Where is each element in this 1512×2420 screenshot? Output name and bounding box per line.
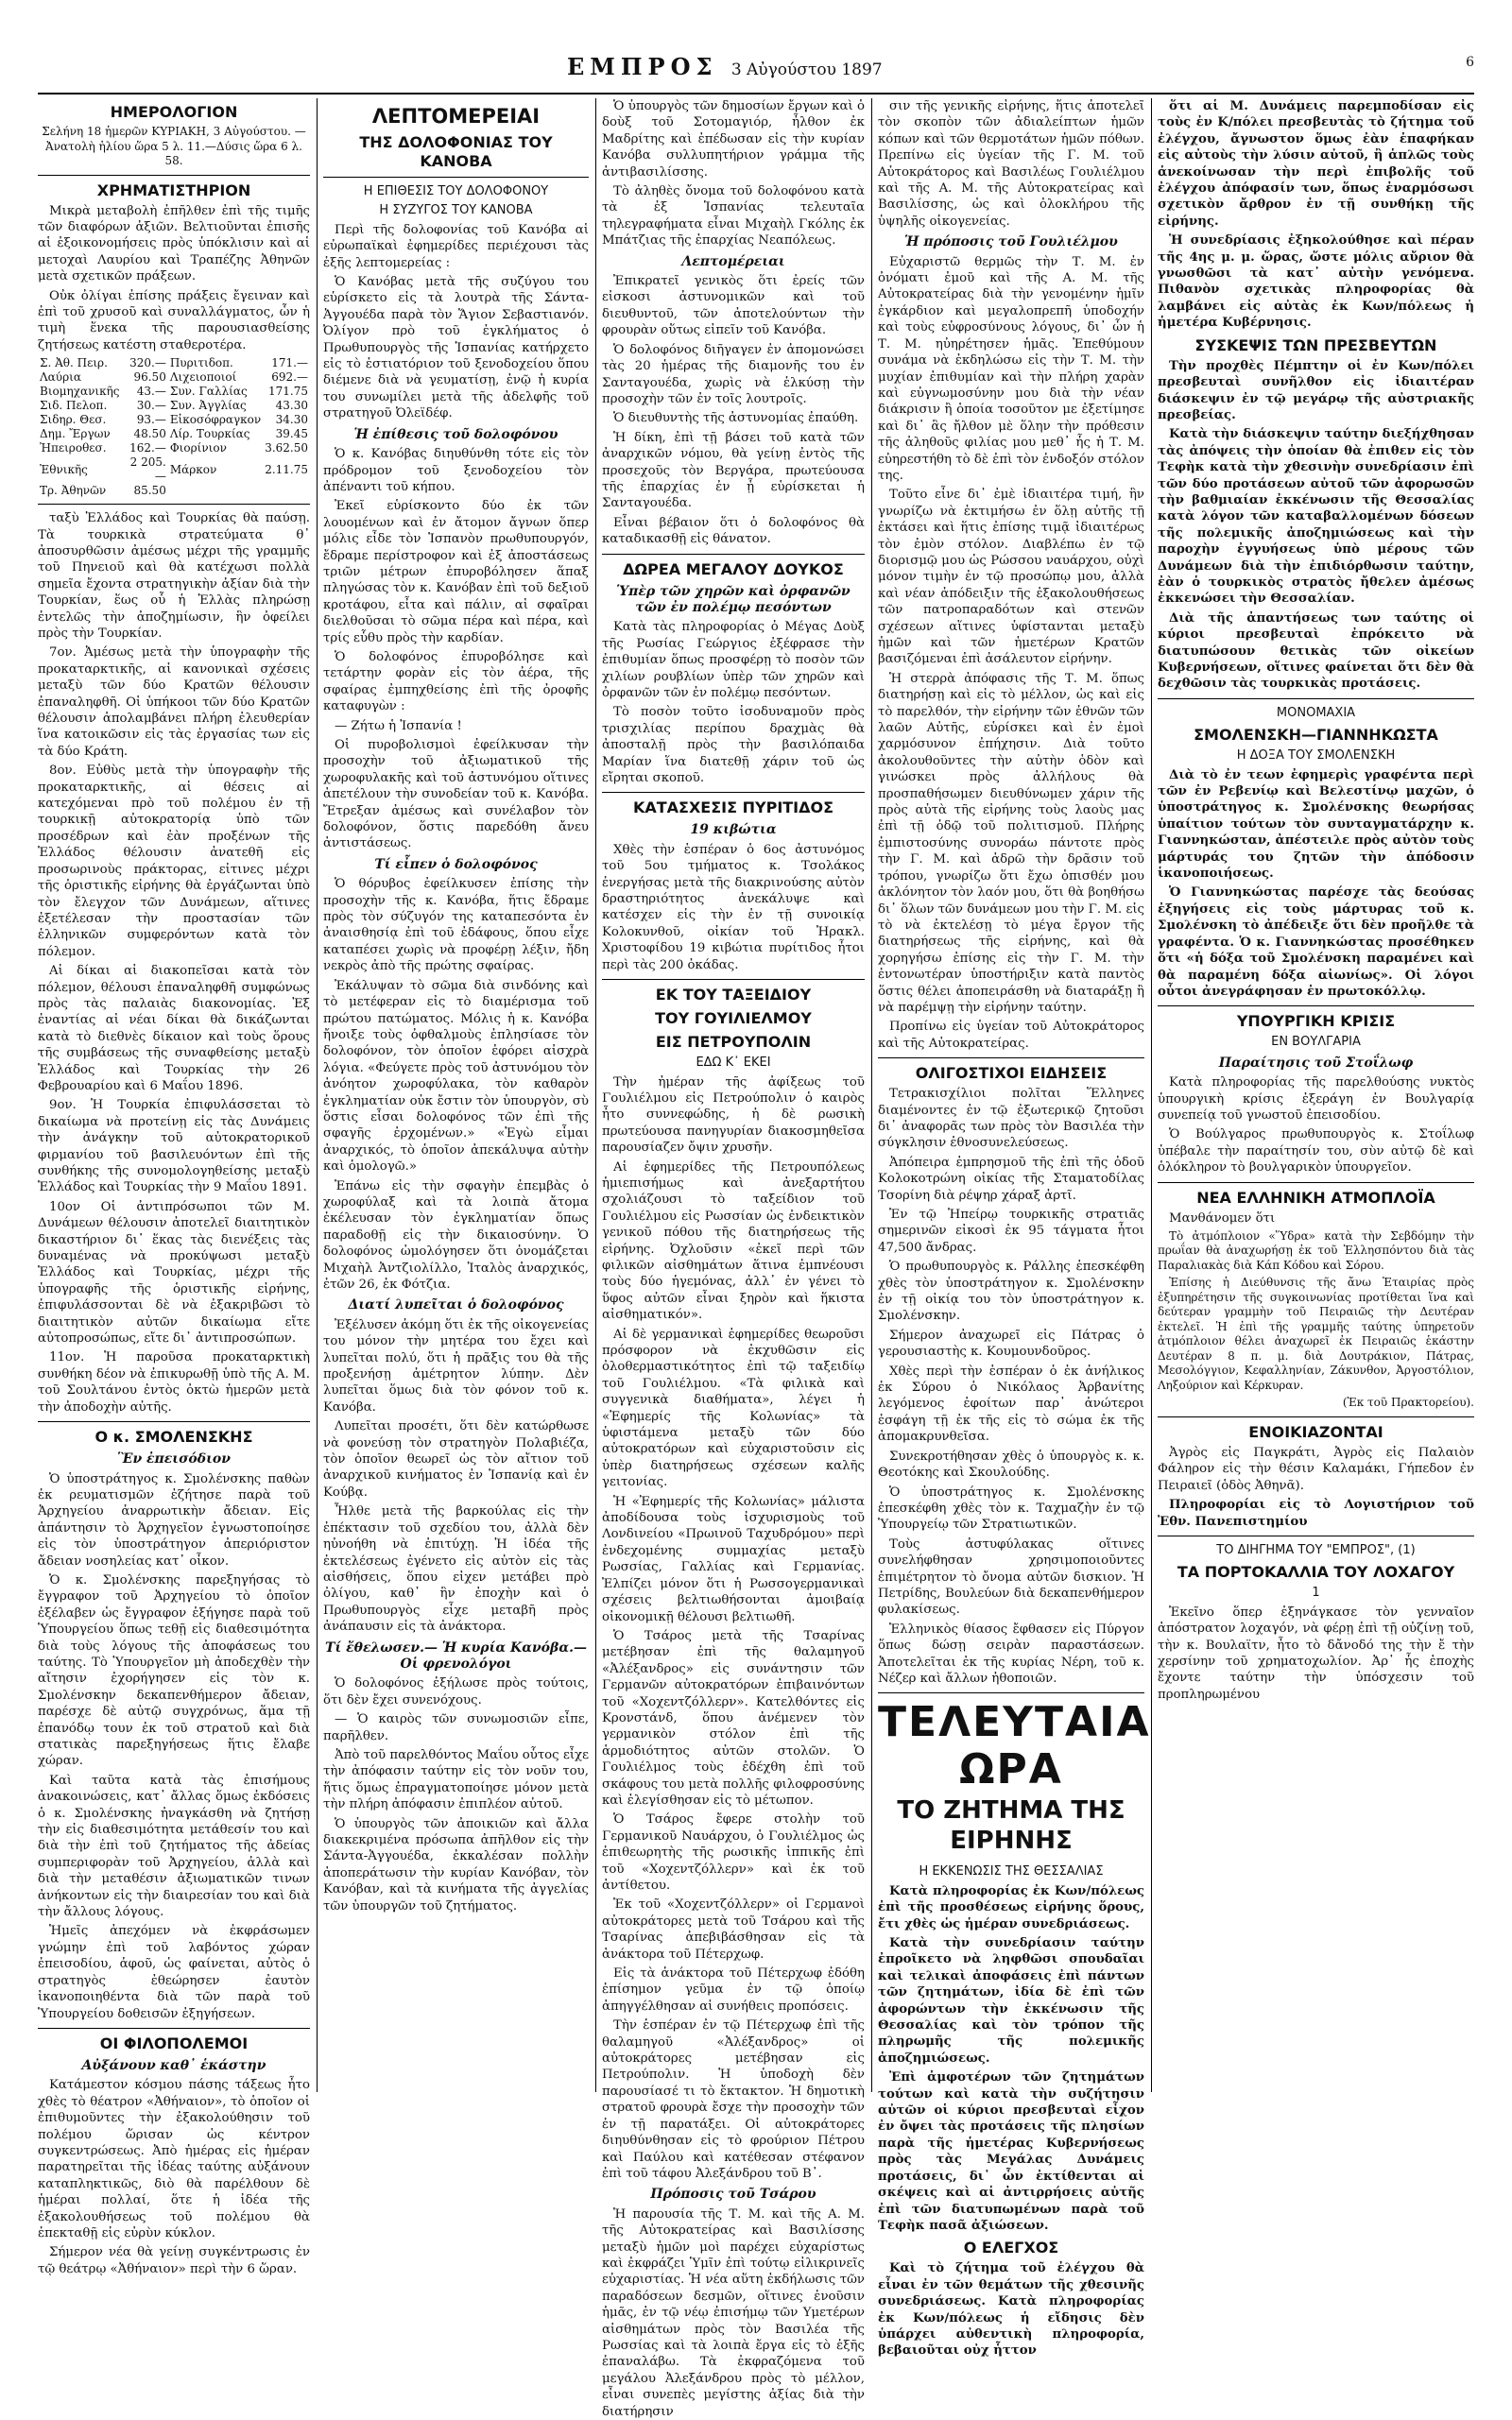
article-text: Περὶ τῆς δολοφονίας τοῦ Κανόβα αἱ εὐρωπαϊκαὶ ἐφημερίδες περιέχουσι τὰς ἑξῆς λεπτομερείας : bbox=[323, 222, 589, 270]
article-text: Ἐξέλυσεν ἀκόμη ὅτι ἐκ τῆς οἰκογενείας του μόνον τὴν μητέρα του ἔχει καὶ λυπεῖται πολύ, ὅτι ἡ πρᾶξις του θὰ τῆς προξενήσῃ ἀμέτρητον λύπην. Δὲν λυπεῖται ὅμως διὰ τὸν φόνον τοῦ κ. Κανόβα. bbox=[323, 1317, 589, 1415]
bourse-cell: Λιχειοποιοί bbox=[169, 370, 237, 385]
bourse-cell: 30.— bbox=[136, 399, 166, 413]
article-text: 9ον. Ἡ Τουρκία ἐπιφυλάσσεται τὸ δικαίωμα νὰ προτείνῃ εἰς τὰς Δυνάμεις τὴν ἀνάγκην τοῦ αὐτοκρατορικοῦ φιρμανίου τοῦ βασιλευόντων ἐπὶ τῆς συνθήκης τῆς συνομολογηθείσης μεταξὺ Ἑλλάδος καὶ Τουρκίας τὴν 9 Μαΐου 1891. bbox=[38, 1098, 310, 1195]
article-heading: ΤΟΥ ΓΟΥΙΛΙΕΛΜΟΥ bbox=[655, 1009, 812, 1028]
article-text: Χθὲς τὴν ἑσπέραν ὁ 6ος ἀστυνόμος τοῦ 5ου τμήματος κ. Τσολάκος ἐνεργήσας μετὰ τῆς διακρινούσης αὐτὸν δραστηριότητος ἀνεκάλυψε καὶ κατέσχεν εἰς τὴν ἐν τῇ συνοικίᾳ Κολοκυνθοῦ, οἰκίαν τοῦ Ἡρακλ. Χριστοφίδου 19 κιβώτια πυρίτιδος ἦτοι περὶ τὰς 200 ὀκάδας. bbox=[602, 842, 865, 972]
column-3 bbox=[602, 98, 865, 2419]
bourse-cell: 692.— bbox=[271, 370, 308, 385]
article-text: Ἡ συνεδρίασις ἐξηκολούθησε καὶ πέραν τῆς 4ης μ. μ. ὥρας, ὥστε μόλις αὔριον θὰ γνωσθῶσι τὰ κατ᾽ αὐτὴν γενόμενα. Πιθανὸν σχετικὰς πληροφορίας θὰ λαμβάνει εἰς αὐτὰς ἐκ Κων/πόλεως ἡ ἡμετέρα Κυβέρνησις. bbox=[1158, 233, 1474, 331]
column-divider bbox=[317, 98, 318, 2092]
column-divider bbox=[871, 98, 872, 2092]
article-text: Ἡ παρουσία τῆς Τ. Μ. καὶ τῆς Α. Μ. τῆς Αὐτοκρατείρας καὶ Βασιλίσσης μεταξὺ ἡμῶν μοὶ παρέχει εὐχαρίστως καὶ ἐκφράζει Ὑμῖν ἐπὶ τούτῳ εἰλικρινεῖς εὐχαριστίας. Ἡ νέα αὕτη ἐκδήλωσις τῶν παραδόσεων δεσμῶν, οἵτινες ἑνοῦσιν ἡμᾶς, ἐν τῷ νέῳ ἐπισήμῳ τῶν Υμετέρων αἰσθημάτων πρὸς τὸν Βασιλέα τῆς Ρωσσίας καὶ τὰ λοιπὰ ἔργα εἰς τὸ ἑξῆς ἐπαναλάβω. Τὰ ἐκφραζόμενα τοῦ μεγάλου Ἀλεξάνδρου πρὸς τὸ μέλλον, εἶναι συνεπὲς μεγίστης ἀξίας διὰ τὴν διατήρησιν bbox=[602, 2206, 865, 2419]
article-heading: ΤΕΛΕΥΤΑΙΑ ΩΡΑ bbox=[878, 1698, 1151, 1794]
article-subheading: Λεπτομέρειαι bbox=[681, 253, 785, 269]
bourse-cell: Ἠπειροθεσ. bbox=[40, 441, 107, 455]
article-subheading: Ἡ ἐπίθεσις τοῦ δολοφόνου bbox=[353, 426, 558, 442]
article-text: Ὁ Γιαννηκώστας παρέσχε τὰς δεούσας ἐξηγήσεις εἰς τοὺς μάρτυρας τοῦ κ. Σμολένσκη τὸ ἀπέδειξε ὅτι δὲν προῆλθε τὰ γραφέντα. Ὁ κ. Γιαννηκώστας προσέθηκεν ὅτι «ἡ δόξα τοῦ Σμολένσκη παραμένει καὶ θὰ παραμένη δόξα αἰωνίως». Οἱ λόγοι οὗτοι ἀνεγράφησαν ἐν πρωτοκόλλῳ. bbox=[1158, 885, 1474, 999]
brief-item: Σήμερον ἀναχωρεῖ εἰς Πάτρας ὁ γερουσιαστὴς κ. Κουμουνδοῦρος. bbox=[878, 1328, 1144, 1360]
bourse-cell: Μάρκον bbox=[169, 462, 217, 476]
article-text: Ἐκεῖ εὑρίσκοντο δύο ἐκ τῶν λουομένων καὶ ἐν ἄτομον ἄγνων ὅπερ μόλις εἶδε τὸν Ἱσπανὸν πρωθυπουργόν, ἔδραμε περίστροφον καὶ ἐξ ἀποστάσεως τριῶν μέτρων ἐπυροβόλησεν ἅπαξ πληγώσας τὸν κ. Κανόβαν ἐπὶ τοῦ δεξιοῦ κροτάφου, εἶτα καὶ πάλιν, αἱ σφαῖραι διελθοῦσαι τὸ σῶμα πέρα καὶ πέρα, καὶ τρίς εὗθυ πρὸς τὴν καρδίαν. bbox=[323, 499, 589, 645]
article-text: Τὸ ποσὸν τοῦτο ἰσοδυναμοῦν πρὸς τρισχιλίας περίπου δραχμὰς θὰ ἀποσταλῇ πρὸς τὴν βασιλόπαιδα Μαρίαν ἵνα διατεθῇ χάριν τοῦ ὡς εἴρηται σκοποῦ. bbox=[602, 705, 865, 786]
article-subheading: Διατί λυπεῖται ὁ δολοφόνος bbox=[348, 1297, 564, 1313]
article-subheading: Η ΕΠΙΘΕΣΙΣ ΤΟΥ ΔΟΛΟΦΟΝΟΥ bbox=[363, 184, 549, 198]
article-text: Αἱ δὲ γερμανικαὶ ἐφημερίδες θεωροῦσι πρόσφορον νὰ ἐκχυθῶσιν εἰς ὀλοθερμαστικότητος ἐπὶ τῷ ταξειδίῳ τοῦ Γουλιέλμου. «Τὰ φιλικὰ καὶ συγγενικὰ διαθήματα», λέγει ἡ «Ἐφημερίς τῆς Κολωνίας» τὰ ὑφιστάμενα μεταξὺ τῶν δύο αὐτοκρατόρων καὶ εὐχαριστοῦσιν εἰς ὑπὲρ διατηρήσεως σχέσεων καλῆς γειτονίας. bbox=[602, 1327, 865, 1490]
article-text: Εἰς τὰ ἀνάκτορα τοῦ Πέτερχωφ ἐδόθη ἐπίσημον γεῦμα ἐν τῷ ὁποίῳ ἀπηγγέλθησαν αἱ συνήθεις προπόσεις. bbox=[602, 1966, 865, 2014]
article-heading: ΟΙ ΦΙΛΟΠΟΛΕΜΟΙ bbox=[99, 2034, 249, 2052]
bourse-cell: 2.11.75 bbox=[265, 462, 308, 476]
article-text: 10ον Οἱ ἀντιπρόσωποι τῶν Μ. Δυνάμεων θέλουσιν ἀποτελεῖ διαιτητικὸν δικαστήριον δι᾽ ἕκας τὰς διενέξεις τὰς δυναμένας νὰ προκύψωσι μεταξὺ Ἑλλάδος καὶ Τουρκίας, μέχρι τῆς ὑπογραφῆς τῆς ὁριστικῆς εἰρήνης, ἐπιφυλάσσονται δὲ νὰ ἐξακριβῶσι τὸ διαιτητικὸν αὐτῶν δικαίωμα εἴτε αὐτοπροσώπως, εἴτε δι᾽ ἀντιπροσώπων. bbox=[38, 1199, 310, 1347]
market-text: Οὐκ ὀλίγαι ἐπίσης πράξεις ἔγειναν καὶ ἐπὶ τοῦ χρυσοῦ καὶ συναλλάγματος, ὧν ἡ τιμὴ ἕνεκα τῆς παρουσιασθείσης ζητήσεως κατέστη σταθεροτέρα. bbox=[38, 288, 310, 352]
article-subheading: Ἡ πρόποσις τοῦ Γουλιέλμου bbox=[904, 234, 1118, 250]
article-text: ὅτι αἱ Μ. Δυνάμεις παρεμποδίσαν εἰς τοὺς ἐν Κ/πόλει πρεσβευτὰς τὸ ζήτημα τοῦ ἐλέγχου, ἄγνωστον ὅμως ἐὰν ἐπαφήκαν εἰς αὐτοὺς τὴν λύσιν αὐτοῦ, ἢ ἁπλῶς τοὺς ἀνεκοίνωσαν τὴν περὶ ἐπιβολῆς τοῦ ἐλέγχου ἀπόφασίν των, ὅπως ἐναρμόσωσι σχετικὸν ἄρθρον ἐν τῇ συνθήκῃ τῆς εἰρήνης. bbox=[1158, 99, 1474, 229]
masthead-rule bbox=[38, 93, 1474, 94]
article-text: Αἱ δίκαι αἱ διακοπεῖσαι κατὰ τὸν πόλεμον, θέλουσι ἐπαναληφθῆ συμφώνως πρὸς τὰς παλαιὰς διακονομίας. Ἐξ ἐναντίας αἱ νέαι δίκαι θὰ δικάζωνται κατὰ τὸ διεθνὲς δίκαιον καὶ τοὺς ὅρους τῆς συμβάσεως τῆς συναφθείσης μεταξὺ Ἑλλάδος καὶ Τουρκίας τὴν 26 Φεβρουαρίου καὶ 6 Μαΐου 1896. bbox=[38, 964, 310, 1093]
article-text: Καὶ ταῦτα κατὰ τὰς ἐπισήμους ἀνακοινώσεις, κατ᾽ ἄλλας ὅμως ἐκδόσεις ὁ κ. Σμολένσκης ἠναγκάσθη νὰ ζητήσῃ τὴν εἰς διαθεσιμότητα μετάθεσίν του καὶ διὰ τὴν ἐπὶ τοῦ ζητήματος τῆς ἀδείας συμπεριφορὰν τοῦ Ἀρχηγείου, ἀλλὰ καὶ διὰ τὴν μεταθέσιν ἀξιωματικῶν τινων ἀνήκοντων εἰς τὴν διαιρεσίαν του καὶ διὰ τὴν ἄλλους λόγους. bbox=[38, 1773, 310, 1920]
masthead bbox=[38, 53, 1474, 91]
article-text: Πληροφορίαι εἰς τὸ Λογιστήριον τοῦ Ἐθν. Πανεπιστημίου bbox=[1158, 1498, 1474, 1529]
article-subheading: Η ΔΟΞΑ ΤΟΥ ΣΜΟΛΕΝΣΚΗ bbox=[1236, 748, 1396, 764]
bourse-row bbox=[38, 413, 310, 427]
bourse-table bbox=[38, 356, 310, 498]
article-text: Ὁ ὑποστράτηγος κ. Σμολένσκης παθὼν ἐκ ρευματισμῶν ἐζήτησε παρὰ τοῦ Ἀρχηγείου ἀναρρωτικὴν ἄδειαν. Εἰς ἀπάντησιν τὸ Ἀρχηγεῖον ἐγνωστοποίησε εἰς τὸν ὑποστράτηγον ἀπεριόριστον ἄδειαν νοσηλείας κατ᾽ οἶκον. bbox=[38, 1471, 310, 1569]
article-text: Ὁ δολοφόνος ἐξήλωσε πρὸς τούτοις, ὅτι δὲν ἔχει συνενόχους. bbox=[323, 1676, 589, 1708]
article-heading: ΝΕΑ ΕΛΛΗΝΙΚΗ ΑΤΜΟΠΛΟΪΑ bbox=[1196, 1188, 1435, 1207]
article-subheading: 19 κιβώτια bbox=[690, 822, 777, 838]
article-text: Κατὰ τὰς πληροφορίας ὁ Μέγας Δοὺξ τῆς Ρωσίας Γεώργιος ἐξέφρασε τὴν ἐπιθυμίαν ὅπως προσφέρῃ τὸ ποσὸν τῶν χιλίων ρουβλίων ὑπὲρ τῶν χηρῶν καὶ ὀρφανῶν τῶν ἐν πολέμῳ πεσόντων. bbox=[602, 620, 865, 700]
article-text: Ὁ κ. Κανόβας διηυθύνθη τότε εἰς τὸν πρόδρομον τοῦ ξενοδοχείου τὸν ἀπέναντι τοῦ κήπου. bbox=[323, 447, 589, 494]
article-text: Προπίνω εἰς ὑγείαν τοῦ Αὐτοκράτορος καὶ τῆς Αὐτοκρατείρας. bbox=[878, 1020, 1144, 1051]
article-text: Οἱ πυροβολισμοὶ ἐφείλκυσαν τὴν προσοχὴν τοῦ ἀξιωματικοῦ τῆς χωροφυλακῆς καὶ τοῦ ἀστυνόμου οἵτινες ἀπετέλουν τὴν συνοδείαν τοῦ κ. Κανόβα. Ἔτρεξαν ἀμέσως καὶ συνέλαβον τὸν δολοφόνον, ὅστις παρεδόθη ἄνευ ἀντιστάσεως. bbox=[323, 738, 589, 851]
bourse-cell: Σ. Ἀθ. Πειρ. bbox=[40, 356, 108, 370]
bourse-row bbox=[38, 484, 310, 498]
article-text: Κατὰ πληροφορίας τῆς παρελθούσης νυκτὸς ὑπουργικὴ κρίσις ἐξεράγη ἐν Βουλγαρίᾳ συνεπείᾳ τοῦ γνωστοῦ ἐπεισοδίου. bbox=[1158, 1075, 1474, 1123]
column-divider bbox=[1151, 98, 1152, 2092]
article-text: Ὁ δολοφόνος ἐπυροβόλησε καὶ τετάρτην φορὰν εἰς τὸν ἀέρα, τῆς σφαίρας ἐμπηχθείσης ἐπὶ τῆς ὀροφῆς καταφυγὼν : bbox=[323, 649, 589, 714]
article-text: Τοῦτο εἶνε δι᾽ ἐμὲ ἰδιαιτέρα τιμή, ἣν γνωρίζω νὰ ἐκτιμήσω ἐν ὅλῃ αὐτῆς τῇ ἐκτάσει καὶ ἥτις ἐπίσης τιμᾷ ἰδιαιτέρως τὸν ἐμὸν στόλον. Διαβλέπω ἐν τῷ διορισμῷ μου ὡς Ρώσσου ναυάρχου, οὐχὶ μόνον τιμὴν ἐν τῷ προσώπῳ μου, ἀλλὰ καὶ νέαν ἀπόδειξιν τῆς ἐξακολουθήσεως τῶν πατροπαραδότων καὶ στενῶν σχέσεων αἵτινες ὑφίστανται μεταξὺ ἡμῶν καὶ τῶν ἡμετέρων Κρατῶν βασιζόμεναι ἐπὶ ἀσάλευτον εἰρήνην. bbox=[878, 488, 1144, 667]
bourse-cell bbox=[263, 484, 310, 498]
article-text: Διὰ τὸ ἐν τεων ἐφημερὶς γραφέντα περὶ τῶν ἐν Ρεβενίῳ καὶ Βελεστίνῳ μαχῶν, ὁ ὑποστράτηγος κ. Σμολένσκης θεωρήσας ὑπαίτιον τούτων τὸν συνταγματάρχην κ. Γιαννηκώσταν, ἀπέστειλε πρὸς αὐτὸν τοὺς μάρτυράς του ζητῶν τὴν ἀπόδοσιν ἱκανοποιήσεως. bbox=[1158, 767, 1474, 882]
article-subheading: Παραίτησις τοῦ Στοΐλωφ bbox=[1218, 1055, 1414, 1071]
article-subheading: ΜΟΝΟΜΑΧΙΑ bbox=[1276, 705, 1356, 720]
article-text: Λυπεῖται προσέτι, ὅτι δὲν κατώρθωσε νὰ φονεύσῃ τὸν στρατηγὸν Πολαβιέζα, τὸν ὁποῖον θεωρεῖ ὡς τὸν αἴτιον τοῦ ἀναρχικοῦ κινήματος ἐν Ἰσπανίᾳ καὶ ἐν Κούβᾳ. bbox=[323, 1419, 589, 1500]
bourse-row bbox=[38, 399, 310, 413]
article-text: Καὶ τὸ ζήτημα τοῦ ἐλέγχου θὰ εἶναι ἐν τῶν θεμάτων τῆς χθεσινῆς συνεδριάσεως. Κατὰ πληροφορίας ἐκ Κων/πόλεως ἡ εἴδησις δὲν ὑπάρχει αὐθεντικὴ πληροφορία, βεβαιοῦται οὐχ ἧττον bbox=[878, 2261, 1144, 2359]
article-text: Ὁ Βούλγαρος πρωθυπουργὸς κ. Στοΐλωφ ὑπέβαλε τὴν παραίτησίν του, σὺν αὐτῷ δὲ καὶ ὁλόκληρον τὸ βουλγαρικὸν ὑπουργεῖον. bbox=[1158, 1127, 1474, 1176]
bourse-row bbox=[38, 441, 310, 455]
bourse-cell: Φιορίνιον bbox=[169, 441, 227, 455]
article-text: Σήμερον νέα θὰ γείνῃ συγκέντρωσις ἐν τῷ θεάτρῳ «Ἀθήναιον» περὶ τὴν 6 ὥραν. bbox=[38, 2245, 310, 2276]
bourse-cell: Λαύρια bbox=[40, 370, 81, 385]
article-heading: ΟΛΙΓΟΣΤΙΧΟΙ ΕΙΔΗΣΕΙΣ bbox=[915, 1064, 1108, 1083]
article-subheading: Ὑπὲρ τῶν χηρῶν καὶ ὀρφανῶν τῶν ἐν πολέμῳ πεσόντων bbox=[616, 583, 850, 615]
bourse-cell: Σιδηρ. Θεσ. bbox=[40, 413, 107, 427]
article-text: Ἦλθε μετὰ τῆς βαρκούλας εἰς τὴν ἐπέκτασιν τοῦ σχεδίου του, ἀλλὰ δὲν ηὐνοήθη νὰ ἐπιτύχῃ. Ἡ ἰδέα τῆς ἐκτελέσεως ἐγένετο εἰς αὐτὸν εἰς τὰς αἰσθήσεις, ὅπου εἰχεν μετάβει πρὸ ὀλίγου, καθ᾽ ἣν ἐποχὴν καὶ ὁ Πρωθυπουργὸς εἶχε μεταβῆ πρὸς ἀνάπαυσιν εἰς τὰ ἀνάκτορα. bbox=[323, 1504, 589, 1635]
brief-item: Ἀπόπειρα ἐμπρησμοῦ τῆς ἐπὶ τῆς ὁδοῦ Κολοκοτρώνη οἰκίας τῆς Σταματοδίλας Τσορίνη διὰ ρέψηρ χάραξ ἀρτῖ. bbox=[878, 1155, 1144, 1203]
bourse-cell: Δημ. Ἔργων bbox=[40, 427, 111, 441]
article-text: 11ον. Ἡ παροῦσα προκαταρκτικὴ συνθήκη δέον νὰ ἐπικυρωθῇ ὑπὸ τῆς Α. Μ. τοῦ Σουλτάνου ἐντὸς ὀκτὼ ἡμερῶν μετὰ τὴν ἀποδοχὴν αὐτῆς. bbox=[38, 1350, 310, 1415]
article-text: Ὁ Τσάρος μετὰ τῆς Τσαρίνας μετέβησαν ἐπὶ τῆς θαλαμηγοῦ «Ἀλέξανδρος» εἰς συνάντησιν τῶν Γερμανῶν αὐτοκρατόρων ἐπιβαινόντων τοῦ «Χοχεντζόλλερν». Κατελθόντες εἰς Κρονστάνδ, ὅπου ἀνέμενεν τὸν γερμανικὸν στόλον ἐπὶ τῆς ἁρμοδιότητος αὐτῶν στολῶν. Ὁ Γουλιέλμος τοὺς ἐδέχθη ἐπὶ τοῦ σκάφους του μετὰ πολλῆς φιλοφροσύνης καὶ ἐλεγίσθησαν εἰς τὸ μέτωπον. bbox=[602, 1628, 865, 1808]
bourse-cell: Συν. Ἀγγλίας bbox=[169, 399, 247, 413]
bourse-cell: Λίρ. Τουρκίας bbox=[169, 427, 250, 441]
bourse-cell: 3.62.50 bbox=[265, 441, 308, 455]
article-text: Ὁ ὑπουργὸς τῶν ἀποικιῶν καὶ ἄλλα διακεκριμένα πρόσωπα ἀπῆλθον εἰς τὴν Σάντα-Ἀγγουέδα, ἐκκαλέσαν πολλὴν ἀποπεράτωσιν τὴν κυρίαν Κανόβαν, τὸν Κανόβαν, καὶ τὰ κινήματα τῆς ἀγγελίας τῶν ὑπουργῶν τοῦ ζητήματος. bbox=[323, 1816, 589, 1914]
article-heading: Ο κ. ΣΜΟΛΕΝΣΚΗΣ bbox=[94, 1428, 253, 1447]
article-text: Ἡ «Ἐφημερίς τῆς Κολωνίας» μάλιστα ἀποδίδουσα τοὺς ἰσχυρισμοὺς τοῦ Λονδινείου «Πρωινοῦ Ταχυδρόμου» περὶ ἐνδεχομένης συμμαχίας μεταξὺ Ρωσσίας, Γαλλίας καὶ Γερμανίας. Ἐλπίζει μόνον ὅτι ἡ Ρωσσογερμανικαὶ σχέσεις βελτιωθήσονται ἀμοιβαίᾳ οἰκονομικῇ θέλουσι βελτιωθῆ. bbox=[602, 1494, 865, 1624]
article-text: Ἐκ τοῦ «Χοχεντζόλλερν» οἱ Γερμανοὶ αὐτοκράτορες μετὰ τοῦ Τσάρου καὶ τῆς Τσαρίνας ἀπεβιβάσθησαν εἰς τὰ ἀνάκτορα τοῦ Πέτερχωφ. bbox=[602, 1897, 865, 1962]
article-subheading: Ἓν ἐπεισόδιον bbox=[117, 1451, 231, 1467]
article-text: 8ον. Εὐθὺς μετὰ τὴν ὑπογραφὴν τῆς προκαταρκτικῆς, αἱ θέσεις αἱ κατεχόμεναι πρὸ τοῦ πολέμου ἐν τῇ τουρκικῇ αὐτοκρατορίᾳ ὑπὸ τῶν προσέδρων καὶ ἐὰν προξένων τῆς Ἑλλάδος θέλουσιν ἀνατεθῆ εἰς προσωρινοὺς πράκτορας, εἰτινες μέχρι τῆς ὁριστικῆς εἰρήνης θὰ ἐργάζωνται ὑπὸ τὸν ἔλεγχον τῶν Δυνάμεων, αἵτινες ἐξετέλεσαν τὴν προστασίαν τῶν ἑλληνικῶν συμφερόντων κατὰ τὸν πόλεμον. bbox=[38, 764, 310, 959]
article-text: (Ἐκ τοῦ Πρακτορείου). bbox=[1342, 1396, 1474, 1410]
bourse-cell: Σιδ. Πελοπ. bbox=[40, 399, 108, 413]
bourse-cell: 48.50 bbox=[133, 427, 166, 441]
article-text: Ἡμεῖς ἀπεχόμεν νὰ ἐκφράσωμεν γνώμην ἐπὶ τοῦ λαβόντος χώραν ἐπεισοδίου, ἀφοῦ, ὡς φαίνεται, αὐτὸς ὁ στρατηγὸς ἐθεώρησεν ἐαυτὸν ἱκανοποιηθέντα διὰ τῶν παρὰ τοῦ Ὑπουργείου δοθεισῶν ἐξηγήσεων. bbox=[38, 1924, 310, 2021]
article-text: Ἐπὶ ἀμφοτέρων τῶν ζητημάτων τούτων καὶ κατὰ τὴν συζήτησιν αὐτῶν οἱ κύριοι πρεσβευταὶ εἶχον ἐν ὄψει τὰς προτάσεις τῆς πλησίων παρὰ τῆς ἡμετέρας Κυβερνήσεως πρὸς τὰς Μεγάλας Δυνάμεις προτάσεις, δι᾽ ὧν ἐκτίθενται αἱ σκέψεις καὶ αἱ ἀντιρρήσεις αὐτῆς ἐπὶ τῶν διατυπωμένων παρὰ τοῦ Τεφὴκ πασᾶ ἀξιώσεων. bbox=[878, 2070, 1144, 2233]
calendar-heading: ΗΜΕΡΟΛΟΓΙΟΝ bbox=[110, 103, 238, 121]
bourse-cell: Συν. Γαλλίας bbox=[169, 385, 248, 399]
article-text: — Ὁ καιρὸς τῶν συνωμοσιῶν εἶπε, παρῆλθεν. bbox=[323, 1712, 589, 1743]
article-text: Ὁ θόρυβος ἐφείλκυσεν ἐπίσης τὴν προσοχὴν τῆς κ. Κανόβα, ἥτις ἔδραμε πρὸς τὸν σύζυγόν της καταπεσόντα ἐν ἀναισθησίᾳ ἐπὶ τοῦ ἐδάφους, ὅπου εἶχε καταπέσει χωρὶς νὰ προφέρῃ λέξιν, ἤδη νεκρὸς ἀπὸ τῆς πρώτης σφαίρας. bbox=[323, 877, 589, 974]
bourse-cell: 162.— bbox=[129, 441, 166, 455]
article-heading: ΣΥΣΚΕΨΙΣ ΤΩΝ ΠΡΕΣΒΕΥΤΩΝ bbox=[1194, 335, 1437, 354]
article-text: Ἐκεῖνο ὅπερ ἐξηνάγκασε τὸν γενναῖον ἀπόστρατον λοχαγόν, νὰ φέρῃ ἐπὶ τῇ οὐζίνῃ τοῦ, τὴν κ. Βουλαϊτν, ἦτο τὸ δἄνοδό της τὴν ἔ τὴν χερσίνην τοῦ χρηματοχωλίον. Ἀρ᾽ ἧς ἐποχὴς ἔχοντε ταύτην τὴν ὑπόσχεσιν τοῦ προπληρωμένου bbox=[1158, 1605, 1474, 1702]
article-text: Εὐχαριστῶ θερμῶς τὴν Τ. Μ. ἐν ὀνόματι ἐμοῦ καὶ τῆς Α. Μ. τῆς Αὐτοκρατείρας διὰ τὴν γενομένην ἡμῖν ἐγκάρδιον καὶ μεγαλοπρεπῆ ὑποδοχήν καὶ τοὺς εὐφροσύνους λόγους, δι᾽ ὧν ἡ Τ. Μ. ηὐηρέτησεν ἡμᾶς. Ἐπεθύμουν συνάμα νὰ ἐκδηλώσω εἰς τὴν Τ. Μ. τὴν μυχίαν ἐπιθυμίαν καὶ τὴν πλήρη χαρὰν καὶ εὐγνωμοσύνην μου διὰ τὴν νέαν διάκρισιν ἢ ὁποία τοσοῦτον με ἐξετίμησε καὶ δι᾽ ἃς ἤλθον μὲ ὅλην τὴν πρόθεσιν τῆς ἀληθοῦς φιλίας μου μεθ᾽ ἧς ἡ Τ. Μ. εὐηρεστήθη τὸ δὲ ἐπὶ τὸν ἐνδοξόν στόλον της. bbox=[878, 254, 1145, 483]
brief-item: Ὁ πρωθυπουργὸς κ. Ράλλης ἐπεσκέφθη χθὲς τὸν ὑποστράτηγον κ. Σμολένσκην ἐν τῇ οἰκίᾳ του τὸν ὑποστράτηγον κ. Σμολένσκην. bbox=[878, 1260, 1144, 1324]
bourse-cell: 85.50 bbox=[133, 484, 166, 498]
article-text: σιν τῆς γενικῆς εἰρήνης, ἥτις ἀποτελεῖ τὸν σκοπὸν τῶν ἀδιαλείπτων ἡμῶν κόπων καὶ τῶν θερμοτάτων ἡμῶν πόθων. Πρεπίνω εἰς ὑγείαν τῆς Γ. Μ. τοῦ Αὐτοκράτορος καὶ Βασιλέως Γουλιέλμου καὶ τῆς Α. Μ. τῆς Αὐτοκρατείρας καὶ Βασιλίσσης, ὡς καὶ ὁλοκλήρου τῆς ὑψηλῆς οἰκογενείας. bbox=[878, 99, 1144, 229]
brief-item: Τοὺς ἀστυφύλακας οἵτινες συνελήφθησαν χρησιμοποιοῦντες ἐπιμέτρητον τὸ ὄνομα αὐτῶν δισκιον. Ἡ Πετρίδης, Βουλεύων διὰ δεκαπενθήμερον φυλακίσεως. bbox=[878, 1536, 1144, 1618]
article-text: Κατὰ τὴν συνεδρίασιν ταύτην ἐπροῖκετο νὰ ληφθῶσι σπουδαῖαι καὶ τελικαὶ ἀποφάσεις ἐπὶ πάντων τῶν ζητημάτων, ἰδία δὲ ἐπὶ τῶν ἀφορώντων τὴν ἐκκένωσιν τῆς Θεσσαλίας καὶ τὸν τρόπον τῆς πληρωμῆς τῆς πολεμικῆς ἀποζημιώσεως. bbox=[878, 1936, 1144, 2066]
bourse-cell: 171.75 bbox=[268, 385, 308, 399]
article-text: Διὰ τῆς ἀπαντήσεως των ταύτης οἱ κύριοι πρεσβευταὶ ἐπρόκειτο νὰ διατυπώσουν θετικὰς τῶν οἰκείων Κυβερνήσεων, οἵτινες φαίνεται ὅτι δὲν θὰ δεχθῶσιν τὰς τουρκικὰς προτάσεις. bbox=[1158, 610, 1474, 692]
article-heading: Ο ΕΛΕΓΧΟΣ bbox=[963, 2239, 1059, 2257]
article-text: Τὸ ἀτμόπλοιον «Ὕδρα» κατὰ τὴν Σεβδόμην τὴν πρωΐαν θὰ ἀναχωρήσῃ ἐκ τοῦ Ἑλλησπόντου διὰ τὰς Παραλιακὰς διὰ Κάπ Κόδου καὶ Σόρου. bbox=[1158, 1228, 1474, 1272]
article-subheading: Τί εἶπεν ὁ δολοφόνος bbox=[374, 856, 538, 872]
bourse-cell: Ἐθνικῆς bbox=[40, 462, 88, 476]
brief-item: Ἐν τῷ Ἠπείρῳ τουρκικῆς στρατιᾶς σημερινῶν εἰκοσὶ ἐκ 95 τάγματα ἦτοι 47,500 ἄνδρας. bbox=[878, 1208, 1144, 1255]
article-subheading: ΤΟ ΔΙΗΓΗΜΑ ΤΟΥ "ΕΜΠΡΟΣ", (1) bbox=[1216, 1543, 1416, 1557]
article-text: Ἡ στερρὰ ἀπόφασις τῆς Τ. Μ. ὅπως διατηρήσῃ καὶ εἰς τὸ μέλλον, ὡς καὶ εἰς τὸ παρελθόν, τὴν εἰρήνην τῶν ἐθνῶν τῶν λαῶν Αὐτῆς, εὑρίσκει καὶ ἐν ἐμοὶ χαρμόσυνον ἐπήχησιν. Διὰ τοῦτο ἀκολουθοῦντες τὴν αὐτὴν ὁδὸν καὶ γινώσκει πρὸς ἀλλήλους θὰ προσπαθήσωμεν διευθύνωμεν χάριν τῆς πρὸς αὐτὰ τῆς εἰρήνης τοὺς λαοὺς μας ἐπὶ τῇ ὁδῷ τοῦ πολιτισμοῦ. Πλήρης ἐμπιστοσύνης συνοράω πάντοτε πρὸς τὴν Γ. Μ. καὶ ἀδρῶ τὴν δρᾶσιν τοῦ τρόπου, γνωρίζω ὅτι ἔχω ὁπισθέν μου ἀκλόνητον τὸν λαόν μου, ὅτι θὰ βοηθήσω δι᾽ ὅλων τῶν δυνάμεων μου τὴν Γ. Μ. εἰς τὸ νὰ ἐκτελέσῃ τὸ μέγα ἔργον τῆς διατηρήσεως τῆς εἰρήνης, καὶ θὰ χορηγήσω ἐπίσης εἰς τὴν Γ. Μ. τὴν ἐντονωτέραν ὑποστήριξιν κατὰ παντὸς ὅστις θέλει ἀποπειράσθη νὰ διαταράξῃ ἢ νὰ παρέμψῃ τὴν εἰρήνην ταύτην. bbox=[878, 671, 1144, 1015]
article-text: Ὁ ὑπουργὸς τῶν δημοσίων ἔργων καὶ ὁ δοὺξ τοῦ Σοτομαγιόρ, ἦλθον ἐκ Μαδρίτης καὶ ἐπέδωσαν εἰς τὴν κυρίαν Κανόβα συλλυπητήριον γράμμα τῆς ἀντιβασιλίσσης. bbox=[602, 99, 865, 180]
story-number: 1 bbox=[1312, 1586, 1320, 1601]
brief-item: Χθὲς περὶ τὴν ἑσπέραν ὁ ἐκ ἀνήλικος ἐκ Σύρου ὁ Νικόλαος Ἀρβανίτης λεγόμενος ἐφοίτων παρ᾽ ἀνώτεροι ἐσφάγη τῇ ἐκ τῆς εἰς τὸ σώμα ἐκ τῆς ἀπομακρυνθεῖσα. bbox=[878, 1364, 1144, 1445]
bourse-row bbox=[38, 455, 310, 484]
article-heading: ΤΟ ΖΗΤΗΜΑ ΤΗΣ ΕΙΡΗΝΗΣ bbox=[897, 1796, 1125, 1856]
brief-item: Συνεκροτήθησαν χθὲς ὁ ὑπουργὸς κ. κ. Θεοτόκης καὶ Σκουλούδης. bbox=[878, 1449, 1144, 1481]
bourse-cell: 2 205.— bbox=[129, 455, 166, 484]
newspaper-title: ΕΜΠΡΟΣ 3 Αὐγούστου 1897 bbox=[567, 53, 883, 80]
article-text: Ἐπίσης ἡ Διεύθυνσις τῆς ἄνω Ἑταιρίας πρὸς ἐξυπηρέτησιν τῆς συγκοινωνίας προτίθεται ἵνα καὶ δεύτεραν γραμμὴν τοῦ Πειραιῶς τὴν Δευτέραν ἐκτελεῖ. Ἡ ἐπὶ τῆς γραμμῆς ταύτης ὑπηρετοῦν ἀτμόπλοιον θέλει ἀναχωρεῖ ἐκ Πειραιῶς ἑκάστην Δευτέραν 8 π. μ. διὰ Δουτράκιον, Πάτρας, Μεσολόγγιον, Κεφαλληνίαν, Ζάκυνθον, Ἀργοστόλιον, Ληξούριον καὶ Κέρκυραν. bbox=[1158, 1276, 1474, 1392]
article-subheading: Η ΣΥΖΥΓΟΣ ΤΟΥ ΚΑΝΟΒΑ bbox=[379, 203, 533, 218]
bourse-cell bbox=[168, 484, 263, 498]
article-heading: ΛΕΠΤΟΜΕΡΕΙΑΙ bbox=[371, 105, 541, 128]
bourse-cell: 320.— bbox=[129, 356, 166, 370]
article-heading: ΤΑ ΠΟΡΤΟΚΑΛΛΙΑ ΤΟΥ ΛΟΧΑΓΟΥ bbox=[1177, 1563, 1455, 1582]
article-text: Ἀπὸ τοῦ παρελθόντος Μαΐου οὗτος εἶχε τὴν ἀπόφασιν ταύτην εἰς τὸν νοῦν του, ἥτις ὅμως ἐπραγματοποίησε μόνον μετὰ τὴν πλήρη ἀπόφασιν ἐπιπλέον αὐτοῦ. bbox=[323, 1747, 589, 1812]
article-subheading: Αὐξάνουν καθ᾽ ἑκάστην bbox=[81, 2057, 266, 2073]
article-text: Κατάμεστον κόσμου πάσης τάξεως ἦτο χθὲς τὸ θέατρον «Ἀθήναιον», τὸ ὁποῖον οἱ ἐπιθυμοῦντες τὴν ἐξακολούθησιν τοῦ πολέμου ὥρισαν ὡς κέντρον συγκεντρώσεως. Ἀπὸ ἡμέρας εἰς ἡμέραν παρατηρεῖται τῆς ἰδέας ταύτης αὐξάνουν καταπληκτικῶς, διὸ θὰ παρέλθουν δὲ ἡμέραι πολλαί, ὅτε ἡ ἰδέα τῆς ἐξακολουθήσεως τοῦ πολέμου θὰ ἐπεκταθῇ εἰς εὐρὺν κύκλον. bbox=[38, 2078, 310, 2240]
bourse-cell: 43.— bbox=[136, 385, 166, 399]
bourse-cell: 171.— bbox=[271, 356, 308, 370]
article-text: Ἐπάνω εἰς τὴν σφαγὴν ἐπεμβὰς ὁ χωροφύλαξ καὶ τὰ λοιπὰ ἄτομα ἐκέλευσαν τὸν ἐγκληματίαν ὅπως παραδοθῇ εἰς τὴν δικαιοσύνην. Ὁ δολοφόνος ὠμολόγησεν ὅτι ὀνομάζεται Μιχαὴλ Ἀντζιολίλλο, Ἰταλὸς ἀναρχικός, ἐτῶν 26, ἐκ Φότζια. bbox=[323, 1178, 589, 1292]
article-text: Ἐκάλυψαν τὸ σῶμα διὰ σινδόνης καὶ τὸ μετέφεραν εἰς τὸ διαμέρισμα τοῦ πρώτου πατώματος. Μόλις ἡ κ. Κανόβα ἤνοιξε τοὺς ὀφθαλμοὺς ἐπλησίασε τὸν δολοφόνον, τὸν ὁποῖον ἐφόρει αἰσχρὰ λόγια. «Φεύγετε πρὸς τοῦ ἀστυνόμου τὸν ἀνόητον χωροφύλακα, τὸν καθαρὸν ἐγκληματίαν οὐκ ἔστιν τὸν ὑπουργὸν, σὺ ὅστις εἶσαι δολοφόνος τῶν ἐπὶ τῆς σφαγῆς ἐρχομένων.» «Ἐγὼ εἶμαι ἀναρχικός, τὸ ὁποῖον ἀπεκάλυψα αὐτὴν καὶ ὁμολογῶ.» bbox=[323, 978, 589, 1175]
article-heading: ΔΩΡΕΑ ΜΕΓΑΛΟΥ ΔΟΥΚΟΣ bbox=[623, 559, 844, 578]
article-text: 7ον. Ἀμέσως μετὰ τὴν ὑπογραφὴν τῆς προκαταρκτικῆς, αἱ κανονικαὶ σχέσεις μεταξὺ τῶν δύο Κρατῶν θέλουσιν ἐπαναληφθῆ. Οἱ ὑπήκοοι τῶν δύο Κρατῶν θέλουσιν ἀπολαμβάνει πλήρη ἐλευθερίαν ἵνα κατοικῶσιν εἰς τὰς ἐργασίας των εἰς τὰ δύο Κράτη. bbox=[38, 645, 310, 759]
bourse-cell: 39.45 bbox=[275, 427, 308, 441]
article-text: Ὁ κ. Σμολένσκης παρεξηγήσας τὸ ἔγγραφον τοῦ Ἀρχηγείου τὸ ὁποῖον ἐξέλαβεν ὡς ἔγγραφον ἐξήγησε παρὰ τοῦ Ὑπουργείου ὅπως τεθῇ εἰς διαθεσιμότητα διὰ τοὺς λόγους τῆς ἀποφάσεως του ταύτης. Τὸ Ὑπουργεῖον μὴ ἀποδεχθὲν τὴν αἴτησιν ἐχορήγησεν εἰς τὸν κ. Σμολένσκην δεκαπενθήμερον ἄδειαν, παρέσχε δὲ αὐτῷ συγχρόνως, ἅμα τῇ ἐπανόδῳ τουν ἐκ τοῦ στρατοῦ καὶ διὰ στατικὰς παρεξηγήσεως ἥτις ἔλαβε χώραν. bbox=[38, 1572, 310, 1769]
bourse-cell: Εἰκοσόφραγκον bbox=[169, 413, 262, 427]
article-text: Ὁ δολοφόνος διῆγαγεν ἐν ἀπομονώσει τὰς 20 ἡμέρας τῆς διαμονῆς του ἐν Σανταγουέδα, χωρὶς νὰ ἑλκύσῃ τὴν προσοχὴν τῶν ἐν τοῖς λουτροῖς. bbox=[602, 342, 865, 406]
article-text: Κατὰ πληροφορίας ἐκ Κων/πόλεως ἐπὶ τῆς προσθέσεως εἰρήνης ὅρους, ἔτι χθὲς ὡς ἡμέραν συνεδριάσεως. bbox=[878, 1883, 1144, 1931]
article-text: Αἱ ἐφημερίδες τῆς Πετρουπόλεως ἡμιεπισήμως καὶ ἀνεξαρτήτου σχολιάζουσι τὸ ταξείδιον τοῦ Γουλιέλμου εἰς Ρωσσίαν ὡς ἐνδεικτικὸν γενικοῦ πόθου τῆς διατηρήσεως τῆς εἰρήνης. Ὀχλοῦσιν «ἐκεῖ περὶ τῶν φιλικῶν αἰσθημάτων ἅτινα ἐμπνέουσι τοὺς δύο ἡγεμόνας, ἀλλ᾽ ἐν γένει τὸ ὕφος αὐτῶν εἶναι ξηρὸν καὶ ἥκιστα αἰσθηματικόν». bbox=[602, 1159, 865, 1323]
article-text: Τὴν ἡμέραν τῆς ἀφίξεως τοῦ Γουλιέλμου εἰς Πετρούπολιν ὁ καιρὸς ἦτο συννεφώδης, ἡ δὲ ρωσικὴ πρωτεύουσα πανηγυρίαν διακοσμηθεῖσα παρουσίαζεν ὄψιν χρυσῆν. bbox=[602, 1074, 865, 1156]
bourse-cell: Βιομηχανικῆς bbox=[40, 385, 120, 399]
article-text: Μανθάνομεν ὅτι bbox=[1169, 1210, 1276, 1226]
article-text: Ὁ διευθυντὴς τῆς ἀστυνομίας ἐπαύθη. bbox=[613, 411, 859, 426]
article-text: Ἡ δίκη, ἐπὶ τῇ βάσει τοῦ κατὰ τῶν ἀναρχικῶν νόμου, θὰ γείνῃ ἐντὸς τῆς προσεχοῦς τὸν Βεργάρα, πρωτεύουσα τῆς ἐπαρχίας ἐν ᾗ εὑρίσκεται ἡ Σανταγουέδα. bbox=[602, 430, 865, 511]
bourse-cell: Τρ. Ἀθηνῶν bbox=[40, 484, 107, 498]
article-subheading: ΕΔΩ Κ᾽ ΕΚΕΙ bbox=[696, 1056, 771, 1071]
article-text: Ἀγρὸς εἰς Παγκράτι, Ἀγρὸς εἰς Παλαιὸν Φάληρον εἰς τὴν θέσιν Καλαμάκι, Γήπεδον ἐν Πειραιεῖ (ὁδὸς Ἀθηνᾶ). bbox=[1158, 1445, 1474, 1493]
bourse-cell: 96.50 bbox=[133, 370, 166, 385]
article-text: Εἶναι βέβαιον ὅτι ὁ δολοφόνος θὰ καταδικασθῇ εἰς θάνατον. bbox=[602, 515, 865, 547]
bourse-row bbox=[38, 370, 310, 385]
column-2 bbox=[323, 98, 589, 2092]
column-divider bbox=[595, 98, 596, 2092]
bourse-row bbox=[38, 356, 310, 370]
calendar-text: Σελήνη 18 ἡμερῶν ΚΥΡΙΑΚΗ, 3 Αὐγούστου. — Ἀνατολὴ ἡλίου ὥρα 5 λ. 11.—Δύσις ὥρα 6 λ. 58. bbox=[42, 125, 306, 167]
bourse-row bbox=[38, 385, 310, 399]
article-text: — Ζήτω ἡ Ἱσπανία ! bbox=[335, 718, 462, 733]
market-text: Μικρὰ μεταβολὴ ἐπῆλθεν ἐπὶ τῆς τιμῆς τῶν διαφόρων ἀξιῶν. Βελτιοῦνται ἐπισῆς αἱ ἐξοικονομήσεις πρὸς ὑπόκλισιν καὶ αἱ μετοχαὶ Λαυρίου καὶ Τραπέζης Ἀθηνῶν μετὰ σχετικῶν πράξεων. bbox=[38, 203, 310, 284]
column-4 bbox=[878, 98, 1151, 2359]
article-heading: ΕΝΟΙΚΙΑΖΟΝΤΑΙ bbox=[1248, 1422, 1383, 1441]
article-text: Ὁ Κανόβας μετὰ τῆς συζύγου του εὑρίσκετο εἰς τὰ λουτρὰ τῆς Σάντα-Ἀγγουέδα παρὰ τὸν Ἅγιον Σεβαστιανόν. Ὀλίγον πρὸ τοῦ ἐγκλήματος ὁ Πρωθυπουργὸς τῆς Ἱσπανίας κατήρχετο εἰς τὸ ἑστιατόριον τοῦ ξενοδοχείου ὅπου διέμενε διὰ νὰ γευματίσῃ, ἐνῷ ἡ κυρία του συνωμίλει μετὰ τῆς ἀδελφῆς τοῦ στρατηγοῦ Ὀλεϊδέφ. bbox=[323, 275, 589, 421]
article-text: Κατὰ τὴν διάσκεψιν ταύτην διεξήχθησαν τὰς ἀπόψεις τὴν ὁποίαν θὰ ἐπιθεν εἰς τὸν Τεφὴκ κατὰ τὴν χθεσινὴν συνεδρίασιν ἐπὶ τῶν δύο προτάσεων αὐτοῦ τῶν ἀφορωσῶν τὴν βαθμιαίαν ἐκκένωσιν τῆς Θεσσαλίας κατὰ λόγον τῶν καταβαλλομένων δόσεων τῆς πολεμικῆς ἀποζημιώσεως καὶ τὴν παροχὴν ἐγγυήσεως ὑπὸ μέρους τῶν Δυνάμεων διὰ τὴν ἐπιδιόρθωσιν ταύτην, ἐὰν ὁ τουρκικὸς στρατὸς ἤθελεν ἀμέσως ἐκκενώσει τὴν Θεσσαλίαν. bbox=[1158, 427, 1474, 607]
brief-item: Τετρακισχίλιοι πολῖται Ἕλληνες διαμένοντες ἐν τῷ ἐξωτερικῷ ζητοῦσι δι᾽ ἀναφορᾶς των πρὸς τὸν Βασιλέα τὴν σύγκλησιν ἐθνοσυνελεύσεως. bbox=[878, 1087, 1144, 1151]
article-heading: ΣΜΟΛΕΝΣΚΗ—ΓΙΑΝΝΗΚΩΣΤΑ bbox=[1194, 726, 1438, 745]
article-subheading: Πρόποσις τοῦ Τσάρου bbox=[650, 2187, 816, 2203]
column-1 bbox=[38, 98, 310, 2276]
article-subheading: Τί ἔθελωσεν.— Ἡ κυρία Κανόβα.— Οἱ φρενολόγοι bbox=[325, 1639, 587, 1672]
market-heading: ΧΡΗΜΑΤΙΣΤΗΡΙΟΝ bbox=[96, 180, 251, 199]
article-text: ταξὺ Ἑλλάδος καὶ Τουρκίας θὰ παύσῃ. Τὰ τουρκικὰ στρατεύματα θ᾽ ἀποσυρθῶσιν ἀμέσως μέχρι τῆς γραμμῆς τοῦ Πηνειοῦ καὶ θὰ κατέχωσι πολλὰ σημεῖα ἔχοντα στρατηγικὴν ἀξίαν διὰ τὴν Τουρκίαν, ἕως οὗ ἡ Ἑλλὰς πληρώσῃ ἐντελῶς τὴν ἀποζημίωσιν, ἣν ὀφείλει πρὸς τὴν Τουρκίαν. bbox=[38, 511, 310, 641]
article-heading: ΕΚ ΤΟΥ ΤΑΞΕΙΔΙΟΥ bbox=[655, 986, 812, 1004]
bourse-cell: Πυριτιδοπ. bbox=[169, 356, 233, 370]
article-heading: ΚΑΤΑΣΧΕΣΙΣ ΠΥΡΙΤΙΔΟΣ bbox=[632, 798, 834, 817]
article-heading: ΤΗΣ ΔΟΛΟΦΟΝΙΑΣ ΤΟΥ ΚΑΝΟΒΑ bbox=[359, 133, 553, 170]
article-subheading: ΕΝ ΒΟΥΛΓΑΡΙΑ bbox=[1271, 1035, 1361, 1050]
bourse-cell: 43.30 bbox=[275, 399, 308, 413]
brief-item: Ἑλληνικὸς θίασος ἔφθασεν εἰς Πύργον ὅπως δώσῃ σειρὰν παραστάσεων. Ἀποτελεῖται ἐκ τῆς κυρίας Νέρη, τοῦ κ. Νέζερ καὶ ἄλλων ἠθοποιῶν. bbox=[878, 1622, 1144, 1686]
bourse-row bbox=[38, 427, 310, 441]
article-heading: ΥΠΟΥΡΓΙΚΗ ΚΡΙΣΙΣ bbox=[1236, 1012, 1396, 1031]
article-subheading: Η ΕΚΚΕΝΩΣΙΣ ΤΗΣ ΘΕΣΣΑΛΙΑΣ bbox=[919, 1864, 1104, 1879]
page-number: 6 bbox=[1466, 55, 1474, 70]
bourse-cell: 34.30 bbox=[275, 413, 308, 427]
article-text: Ἐπικρατεῖ γενικὸς ὅτι ἐρείς τῶν εἰσκοσι ἀστυνομικῶν καὶ τοῦ διευθυντοῦ, τῶν ἀποτελούντων τὴν φρουρὰν οὕτως εἰπεῖν τοῦ Κανόβα. bbox=[602, 274, 865, 338]
article-text: Τὴν προχθὲς Πέμπτην οἱ ἐν Κων/πόλει πρεσβευταὶ συνῆλθον εἰς ἰδιαιτέραν διάσκεψιν ἐν τῷ μεγάρῳ τῆς αὐστριακῆς πρεσβείας. bbox=[1158, 358, 1474, 422]
article-text: Ὁ Τσάρος ἔφερε στολὴν τοῦ Γερμανικοῦ Ναυάρχου, ὁ Γουλιέλμος ὡς ἐπιθεωρητὴς τῆς ρωσικῆς ἱππικῆς ἐπὶ τοῦ «Χοχεντζόλλερν» καὶ ἐκ τοῦ ἀντίθετου. bbox=[602, 1812, 865, 1893]
article-text: Τὴν ἑσπέραν ἐν τῷ Πέτερχωφ ἐπὶ τῆς θαλαμηγοῦ «Ἀλέξανδρος» οἱ αὐτοκράτορες μετέβησαν εἰς Πετρούπολιν. Ἡ ὑποδοχὴ δὲν παρουσίασέ τι τὸ ἔκτακτον. Ἡ δημοτικὴ στρατοῦ φρουρὰ ἔσχε τὴν προσοχὴν τῶν ἐν τῇ παρατάξει. Οἱ αὐτοκράτορες διηυθύνθησαν εἰς τὸ φρούριον Πέτρου καὶ Παύλου καὶ κατέθεσαν στέφανον ἐπὶ τοῦ τάφου Ἀλεξάνδρου τοῦ Β᾽. bbox=[602, 2018, 865, 2181]
bourse-cell: 93.— bbox=[136, 413, 166, 427]
article-text: Τὸ ἀληθὲς ὄνομα τοῦ δολοφόνου κατὰ τὰ ἐξ Ἱσπανίας τελευταῖα τηλεγραφήματα εἶναι Μιχαὴλ Γκόλης ἐκ Μπάτζιας τῆς ἐπαρχίας Νεαπόλεως. bbox=[602, 184, 865, 249]
column-5 bbox=[1158, 98, 1474, 2092]
brief-item: Ὁ ὑποστράτηγος κ. Σμολένσκης ἐπεσκέφθη χθὲς τὸν κ. Ταχμαζὴν ἐν τῷ Ὑπουργείῳ τῶν Στρατιωτικῶν. bbox=[878, 1485, 1144, 1533]
article-heading: ΕΙΣ ΠΕΤΡΟΥΠΟΛΙΝ bbox=[655, 1033, 812, 1052]
